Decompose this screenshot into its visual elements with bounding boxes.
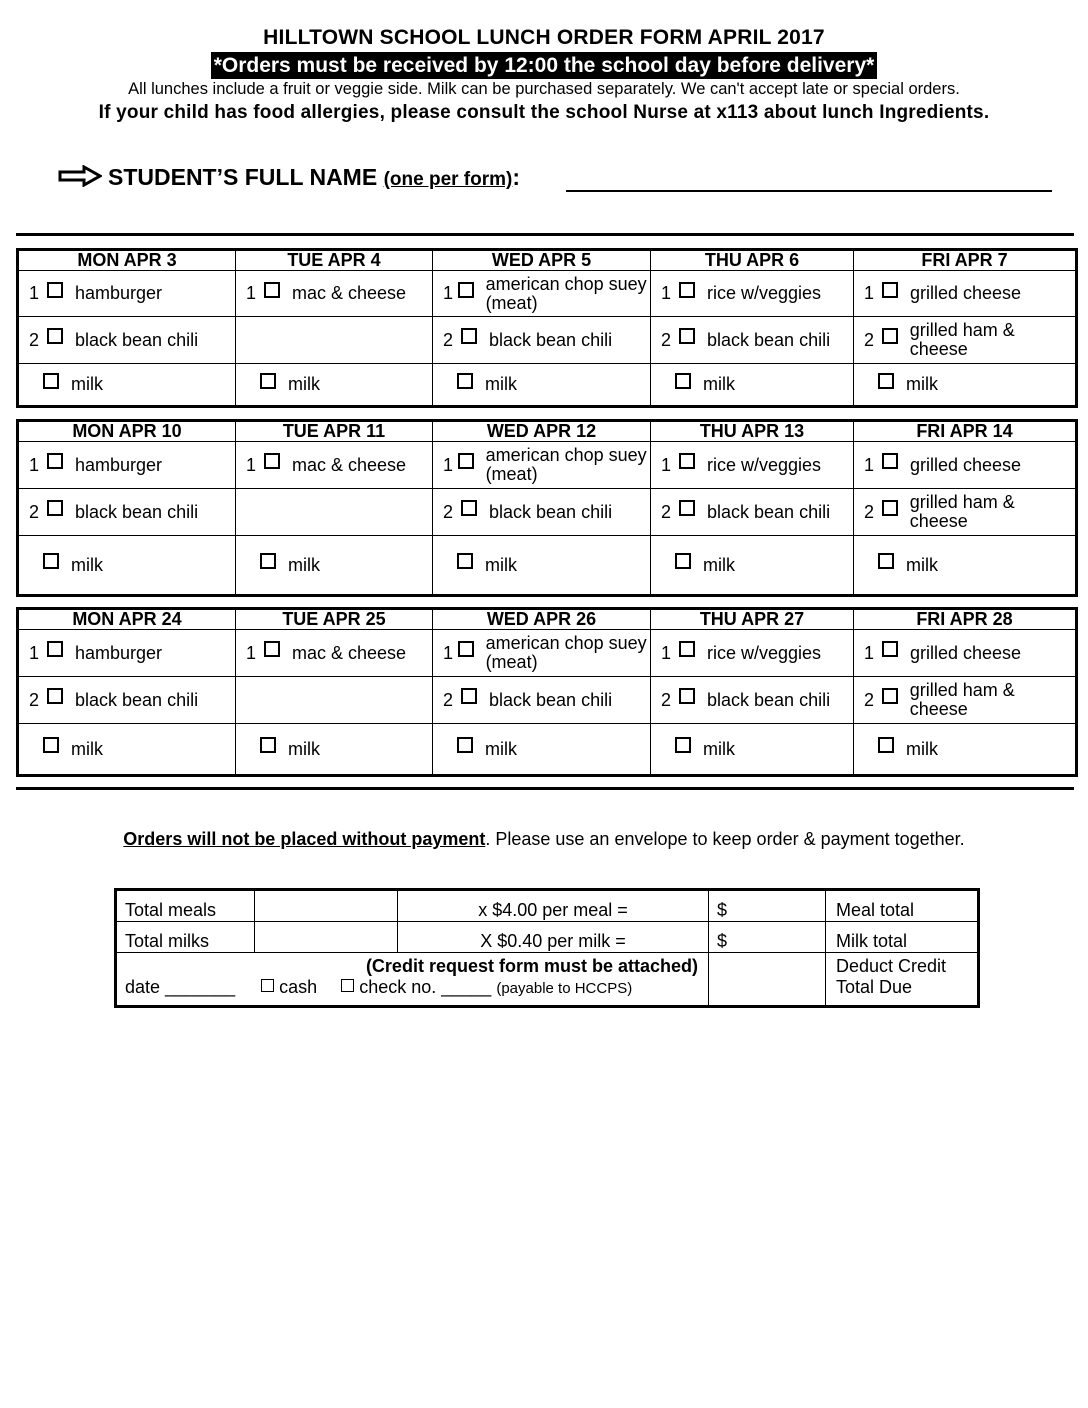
total-meals-label: Total meals: [116, 890, 255, 922]
meal-cell: [651, 677, 854, 724]
meal-item: mac & cheese: [292, 283, 407, 303]
day-header: FRI APR 7: [854, 250, 1077, 271]
student-name-field[interactable]: [566, 190, 1052, 192]
week-table: [16, 419, 1078, 597]
option-number: 1: [661, 642, 672, 663]
milk-cell: [433, 536, 651, 596]
milk-cell: [651, 536, 854, 596]
meal-item: black bean chili: [489, 689, 613, 710]
milk-cell: [236, 536, 433, 596]
milk-checkbox[interactable]: [260, 737, 276, 753]
milk-label: milk: [288, 554, 320, 575]
meal-checkbox[interactable]: [679, 500, 695, 516]
meal-rate: x $4.00 per meal =: [398, 890, 709, 922]
milk-cell: [651, 724, 854, 776]
meal-item: mac & cheese: [292, 454, 407, 475]
milk-checkbox[interactable]: [43, 737, 59, 753]
meal-cell: [854, 271, 1077, 317]
day-header: WED APR 5: [433, 250, 651, 271]
meal-item: black bean chili: [707, 329, 831, 350]
meal-item: grilled ham & cheese: [909, 320, 1015, 359]
option-number: 1: [443, 454, 454, 475]
option-number: 1: [246, 283, 257, 303]
day-header: FRI APR 28: [854, 609, 1077, 630]
milk-label: milk: [485, 738, 517, 759]
meal-checkbox[interactable]: [47, 282, 63, 298]
meal-cell: [433, 677, 651, 724]
meal-checkbox[interactable]: [679, 688, 695, 704]
meal-checkbox[interactable]: [47, 641, 63, 657]
divider-top: [16, 233, 1074, 236]
milk-checkbox[interactable]: [260, 553, 276, 569]
total-due-field[interactable]: [709, 977, 826, 1007]
payment-note: [0, 829, 1088, 850]
meal-cell: [433, 317, 651, 364]
meal-cell: [651, 442, 854, 489]
day-header: TUE APR 4: [236, 250, 433, 271]
meal-checkbox[interactable]: [882, 688, 898, 704]
check-checkbox[interactable]: [341, 979, 354, 992]
meal-cell: [651, 317, 854, 364]
option-number: 2: [864, 329, 875, 350]
milk-checkbox[interactable]: [878, 553, 894, 569]
total-milks-label: Total milks: [116, 922, 255, 953]
option-number: 1: [29, 454, 40, 475]
meal-cell: [651, 271, 854, 317]
meal-checkbox[interactable]: [679, 453, 695, 469]
meal-checkbox[interactable]: [264, 453, 280, 469]
divider-bottom: [16, 787, 1074, 790]
milk-cell: [18, 536, 236, 596]
meal-total-field[interactable]: $: [709, 890, 826, 922]
meal-item: rice w/veggies: [707, 454, 822, 475]
meal-checkbox[interactable]: [458, 282, 474, 298]
meal-cell: [18, 630, 236, 677]
milk-checkbox[interactable]: [675, 553, 691, 569]
meal-item: grilled ham & cheese: [909, 492, 1015, 531]
deduct-credit-label: Deduct Credit: [826, 953, 979, 978]
meal-cell: [18, 317, 236, 364]
day-header: THU APR 27: [651, 609, 854, 630]
option-number: 1: [443, 283, 454, 303]
date-field[interactable]: date _______: [125, 977, 236, 997]
deadline-text: *Orders must be received by 12:00 the school day before delivery*: [211, 52, 878, 79]
option-number: 2: [661, 689, 672, 710]
meal-checkbox[interactable]: [458, 453, 474, 469]
meal-cell: [236, 677, 433, 724]
meal-item: black bean chili: [75, 329, 199, 350]
milk-cell: [433, 364, 651, 407]
milk-label: milk: [906, 374, 938, 394]
one-per-form-label: (one per form): [383, 169, 513, 190]
day-header: TUE APR 25: [236, 609, 433, 630]
meal-item: black bean chili: [489, 501, 613, 522]
option-number: 2: [29, 689, 40, 710]
meal-cell: [433, 442, 651, 489]
option-number: 1: [29, 283, 40, 303]
meal-total-label: Meal total: [826, 890, 979, 922]
meal-item: mac & cheese: [292, 642, 407, 663]
meal-cell: [433, 271, 651, 317]
total-meals-field[interactable]: [255, 890, 398, 922]
milk-label: milk: [906, 554, 938, 575]
option-number: 1: [661, 283, 672, 303]
meal-cell: [18, 271, 236, 317]
milk-checkbox[interactable]: [260, 373, 276, 389]
student-name-label: STUDENT’S FULL NAME: [108, 164, 384, 190]
meal-item: american chop suey (meat): [485, 445, 647, 484]
meal-checkbox[interactable]: [882, 328, 898, 344]
meal-checkbox[interactable]: [47, 453, 63, 469]
meal-checkbox[interactable]: [47, 500, 63, 516]
meal-item: black bean chili: [707, 501, 831, 522]
meal-cell: [433, 489, 651, 536]
meal-checkbox[interactable]: [679, 282, 695, 298]
meal-item: rice w/veggies: [707, 283, 822, 303]
option-number: 2: [661, 501, 672, 522]
milk-label: milk: [703, 738, 735, 759]
milk-checkbox[interactable]: [457, 553, 473, 569]
milk-cell: [854, 724, 1077, 776]
meal-cell: [854, 442, 1077, 489]
meal-cell: [18, 677, 236, 724]
milk-label: milk: [71, 554, 103, 575]
milk-checkbox[interactable]: [457, 737, 473, 753]
week-table: [16, 607, 1078, 777]
day-header: MON APR 24: [18, 609, 236, 630]
milk-label: milk: [288, 738, 320, 759]
milk-cell: [236, 724, 433, 776]
meal-item: hamburger: [75, 642, 163, 663]
meal-checkbox[interactable]: [264, 641, 280, 657]
payment-instructions: . Please use an envelope to keep order & payment together.: [485, 829, 965, 849]
day-header: WED APR 12: [433, 421, 651, 442]
meal-item: grilled cheese: [910, 642, 1022, 663]
option-number: 2: [29, 501, 40, 522]
meal-cell: [18, 489, 236, 536]
meal-checkbox[interactable]: [882, 500, 898, 516]
deduct-credit-field[interactable]: [709, 953, 826, 978]
day-header: WED APR 26: [433, 609, 651, 630]
meal-checkbox[interactable]: [458, 641, 474, 657]
meal-checkbox[interactable]: [882, 453, 898, 469]
option-number: 1: [443, 642, 454, 663]
meal-cell: [236, 271, 433, 317]
milk-checkbox[interactable]: [878, 737, 894, 753]
milk-label: milk: [71, 738, 103, 759]
meal-item: black bean chili: [75, 689, 199, 710]
milk-total-field[interactable]: $: [709, 922, 826, 953]
milk-cell: [236, 364, 433, 407]
option-number: 1: [246, 454, 257, 475]
form-title: HILLTOWN SCHOOL LUNCH ORDER FORM APRIL 2017: [263, 26, 825, 49]
total-milks-field[interactable]: [255, 922, 398, 953]
option-number: 1: [864, 283, 875, 303]
meal-item: grilled cheese: [910, 454, 1022, 475]
day-header: MON APR 3: [18, 250, 236, 271]
colon: :: [512, 164, 521, 190]
milk-cell: [854, 536, 1077, 596]
meal-cell: [433, 630, 651, 677]
meal-checkbox[interactable]: [461, 500, 477, 516]
meal-item: grilled ham & cheese: [909, 680, 1015, 719]
meal-item: american chop suey (meat): [485, 273, 647, 313]
option-number: 2: [443, 501, 454, 522]
allergy-note: If your child has food allergies, please consult the school Nurse at x113 about lunch Ingredients.: [98, 102, 990, 123]
milk-total-label: Milk total: [826, 922, 979, 953]
meal-item: grilled cheese: [910, 283, 1022, 303]
meal-cell: [651, 630, 854, 677]
meal-cell: [236, 489, 433, 536]
cash-checkbox[interactable]: [261, 979, 274, 992]
meal-checkbox[interactable]: [264, 282, 280, 298]
week-table: [16, 248, 1078, 408]
milk-label: milk: [71, 374, 103, 394]
meal-checkbox[interactable]: [47, 688, 63, 704]
milk-checkbox[interactable]: [43, 553, 59, 569]
meal-checkbox[interactable]: [679, 641, 695, 657]
milk-label: milk: [485, 554, 517, 575]
milk-cell: [433, 724, 651, 776]
option-number: 1: [661, 454, 672, 475]
meal-item: rice w/veggies: [707, 642, 822, 663]
meal-cell: [236, 630, 433, 677]
payment-method-row: [116, 977, 709, 1007]
cash-label: cash: [279, 977, 318, 997]
milk-label: milk: [703, 374, 735, 394]
credit-note: (Credit request form must be attached): [116, 953, 709, 978]
milk-rate: X $0.40 per milk =: [398, 922, 709, 953]
day-header: THU APR 6: [651, 250, 854, 271]
meal-item: black bean chili: [489, 329, 613, 350]
payment-warning: Orders will not be placed without payment: [123, 829, 486, 849]
meal-checkbox[interactable]: [882, 282, 898, 298]
milk-label: milk: [485, 374, 517, 394]
student-name-row: [58, 164, 520, 193]
option-number: 2: [443, 329, 454, 350]
day-header: THU APR 13: [651, 421, 854, 442]
meal-item: hamburger: [75, 454, 163, 475]
option-number: 2: [661, 329, 672, 350]
option-number: 1: [864, 642, 875, 663]
meal-checkbox[interactable]: [47, 328, 63, 344]
milk-label: milk: [288, 374, 320, 394]
milk-cell: [18, 724, 236, 776]
day-header: TUE APR 11: [236, 421, 433, 442]
meal-checkbox[interactable]: [679, 328, 695, 344]
milk-cell: [854, 364, 1077, 407]
day-header: FRI APR 14: [854, 421, 1077, 442]
milk-checkbox[interactable]: [457, 373, 473, 389]
meal-cell: [236, 317, 433, 364]
milk-checkbox[interactable]: [675, 737, 691, 753]
milk-cell: [651, 364, 854, 407]
meal-item: black bean chili: [707, 689, 831, 710]
payable-note: (payable to HCCPS): [496, 980, 633, 997]
total-due-label: Total Due: [826, 977, 979, 1007]
meal-item: black bean chili: [75, 501, 199, 522]
option-number: 2: [29, 329, 40, 350]
option-number: 2: [864, 689, 875, 710]
meal-cell: [854, 317, 1077, 364]
milk-label: milk: [906, 738, 938, 759]
day-header: MON APR 10: [18, 421, 236, 442]
option-number: 1: [246, 642, 257, 663]
lunch-note: All lunches include a fruit or veggie side. Milk can be purchased separately. We can't accept late or special orders.: [128, 80, 960, 98]
arrow-right-icon: [58, 165, 104, 193]
milk-checkbox[interactable]: [675, 373, 691, 389]
milk-checkbox[interactable]: [43, 373, 59, 389]
option-number: 2: [864, 501, 875, 522]
payment-table: [114, 888, 980, 1008]
milk-label: milk: [703, 554, 735, 575]
meal-cell: [854, 489, 1077, 536]
meal-checkbox[interactable]: [461, 688, 477, 704]
milk-cell: [18, 364, 236, 407]
milk-checkbox[interactable]: [878, 373, 894, 389]
meal-item: hamburger: [75, 283, 163, 303]
meal-checkbox[interactable]: [461, 328, 477, 344]
deadline-banner: [0, 52, 1088, 79]
meal-item: american chop suey (meat): [485, 633, 647, 672]
meal-cell: [854, 677, 1077, 724]
meal-cell: [651, 489, 854, 536]
option-number: 1: [29, 642, 40, 663]
option-number: 1: [864, 454, 875, 475]
meal-cell: [854, 630, 1077, 677]
meal-checkbox[interactable]: [882, 641, 898, 657]
option-number: 2: [443, 689, 454, 710]
meal-cell: [18, 442, 236, 489]
meal-cell: [236, 442, 433, 489]
check-number-field[interactable]: check no. _____: [359, 977, 492, 997]
